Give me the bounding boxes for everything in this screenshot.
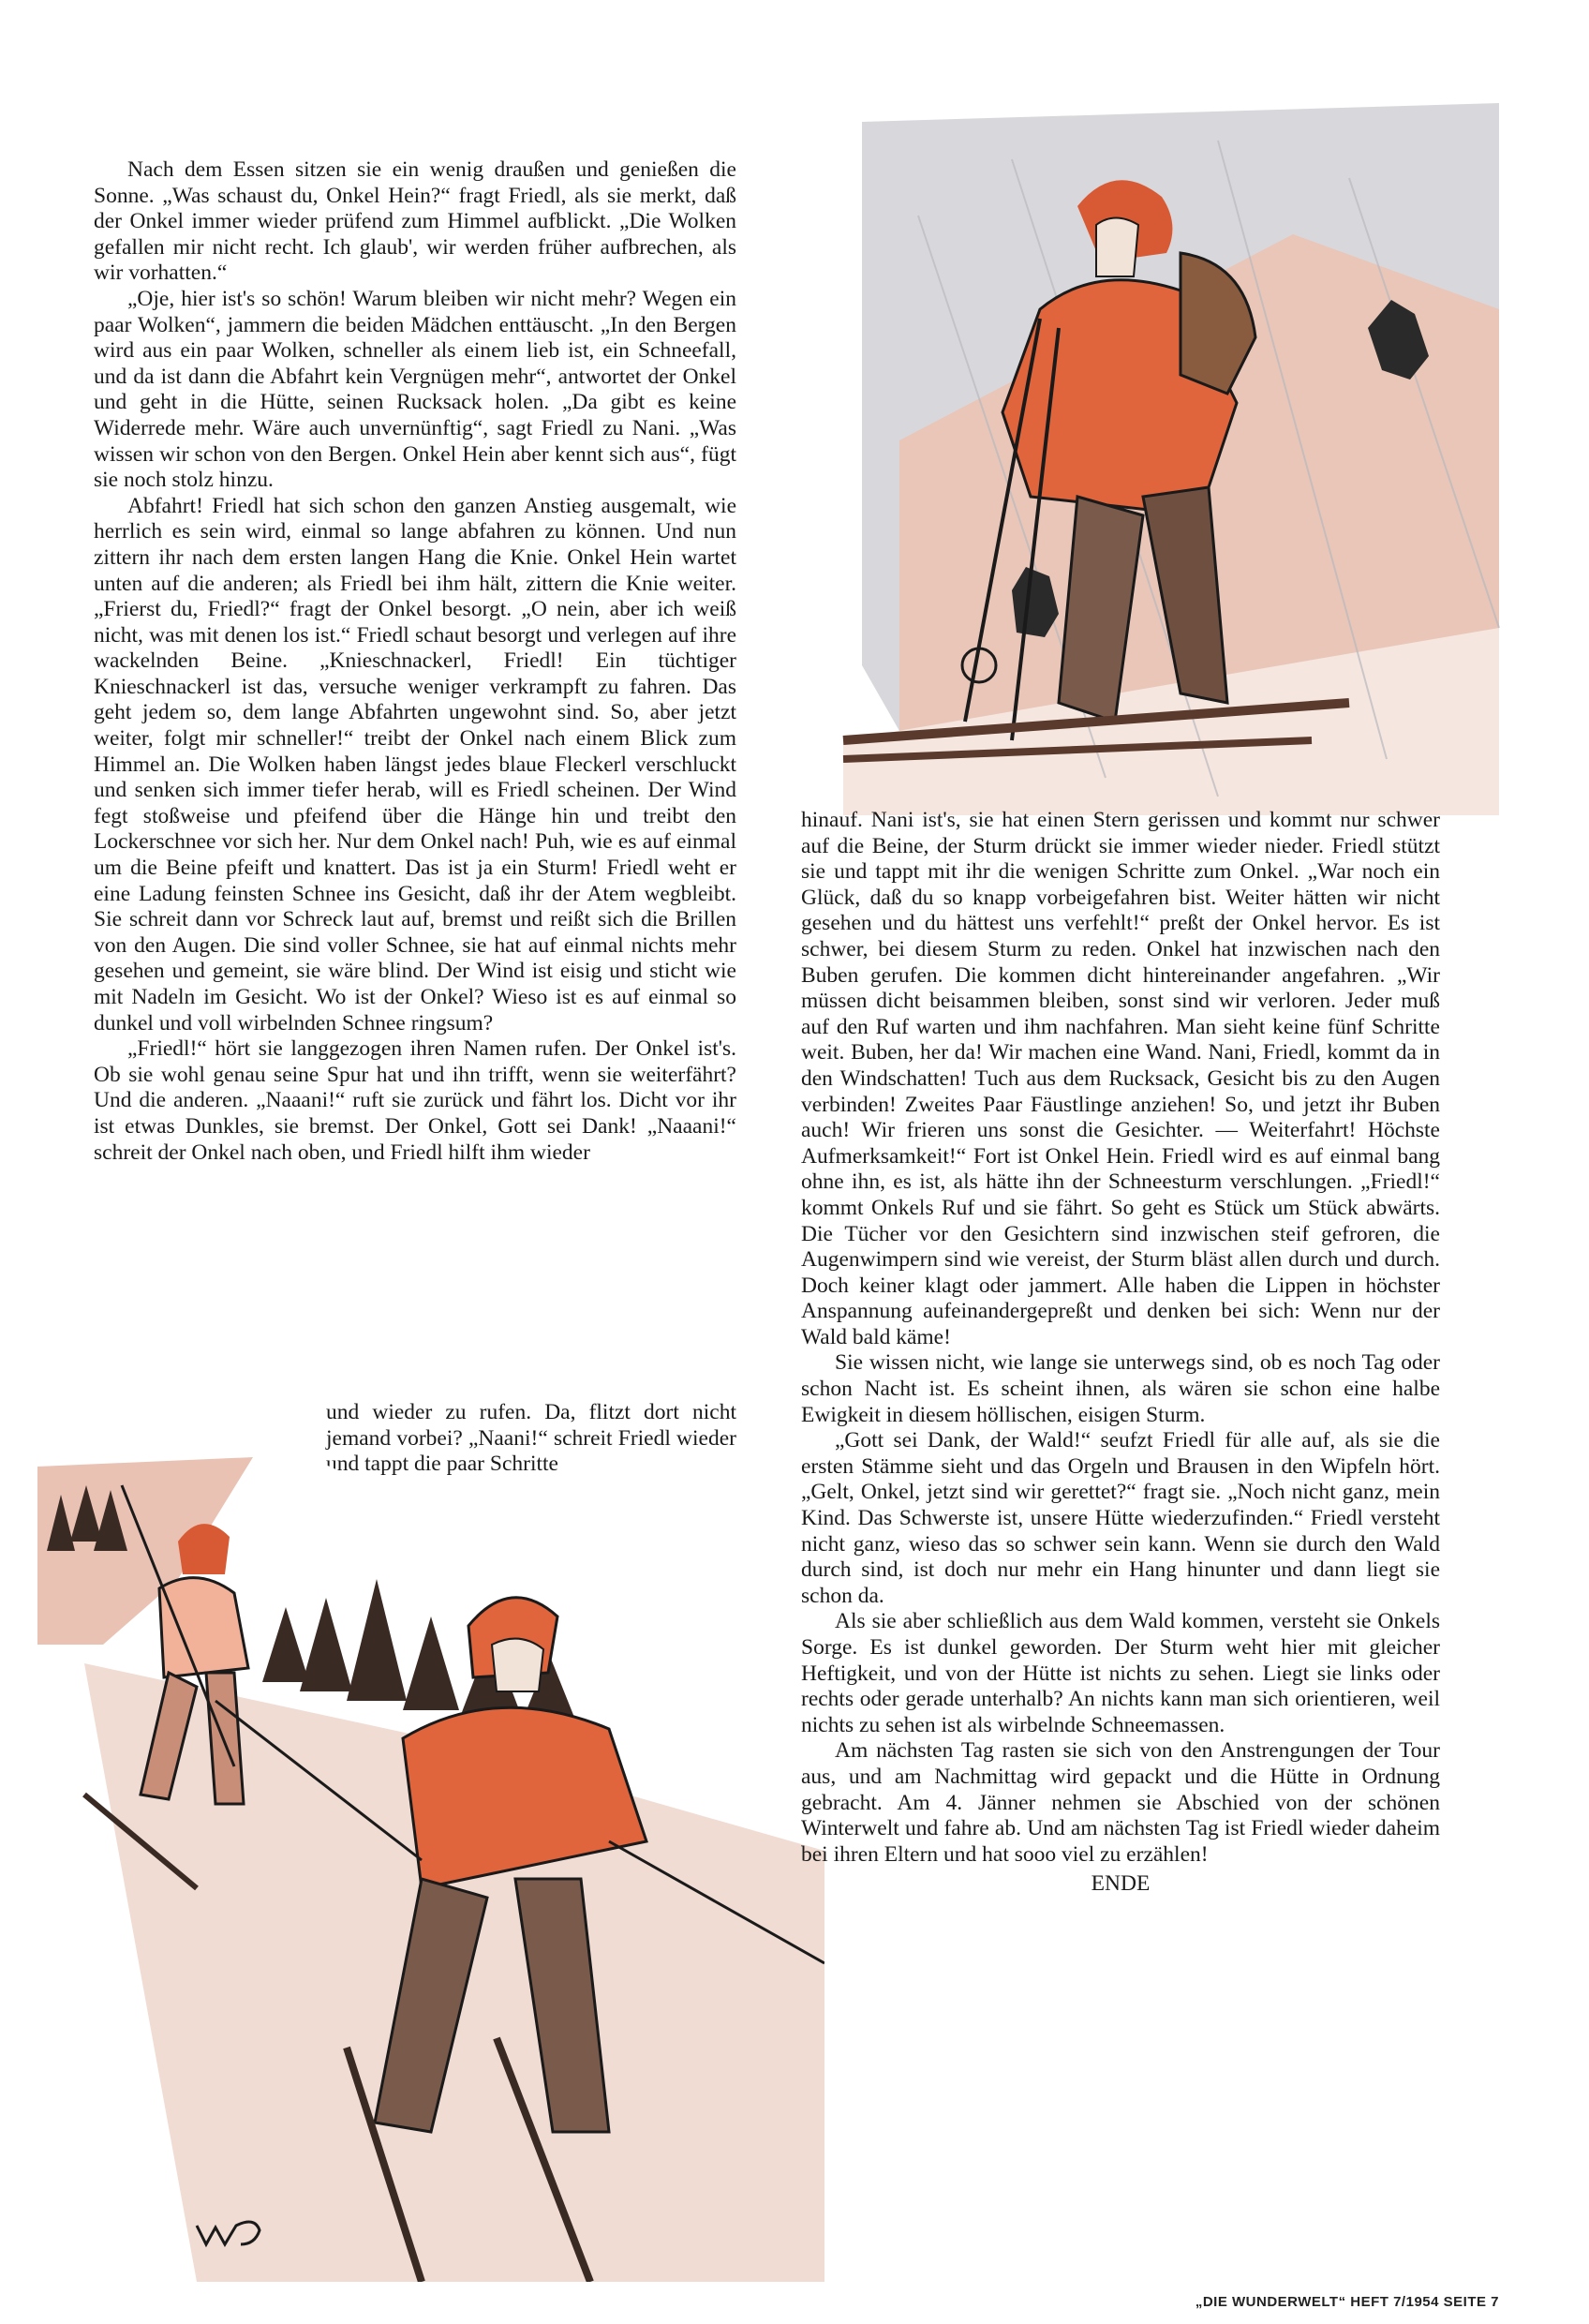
illustration-skier-in-snowstorm [824,103,1518,815]
left-column-wrap-text: und wieder zu rufen. Da, flitzt dort nicht jemand vorbei? „Naani!“ schreit Friedl wieder und tappt die paar Schritte [326,1400,736,1477]
left-column [94,157,736,1166]
page-footer: „DIE WUNDERWELT“ HEFT 7/1954 SEITE 7 [1195,2294,1499,2310]
paragraph: Abfahrt! Friedl hat sich schon den ganzen Anstieg ausgemalt, wie herrlich es sein wird, einmal so lange abfahren zu können. Und nun zittern ihr nach dem ersten langen Hang die Knie. Onkel Hein wartet unten auf die anderen; als Friedl bei ihm hält, zittern die Knie weiter. „Frierst du, Friedl?“ fragt der Onkel besorgt. „O nein, aber ich weiß nicht, was mit denen los ist.“ Friedl schaut besorgt und verlegen auf ihre wackelnden Beine. „Knieschnackerl, Friedl! Ein tüchtiger Knieschnackerl ist das, versuche weniger verkrampft zu fahren. Das geht jedem so, dem lange Abfahrten ungewohnt sind. So, aber jetzt weiter, folgt mir schneller!“ treibt der Onkel nach einem Blick zum Himmel an. Die Wolken haben längst jedes blaue Fleckerl verschluckt und senken sich immer tiefer herab, will es Friedl scheinen. Der Wind fegt stoßweise und pfeifend über die Hänge hin und treibt den Lockerschnee vor sich her. Nur dem Onkel nach! Puh, wie es auf einmal um die Beine pfeift und knattert. Das ist ja ein Sturm! Friedl weht er eine Ladung feinsten Schnee ins Gesicht, daß ihr der Atem wegbleibt. Sie schreit dann vor Schreck laut auf, bremst und reißt sich die Brillen von den Augen. Die sind voller Schnee, sie hat auf einmal nichts mehr gesehen und gemeint, sie wäre blind. Der Wind ist eisig und sticht wie mit Nadeln im Gesicht. Wo ist der Onkel? Wieso ist es auf einmal so dunkel und voll wirbelnden Schnee ringsum? [94,493,736,1035]
paragraph: Als sie aber schließlich aus dem Wald kommen, versteht sie Onkels Sorge. Es ist dunkel geworden. Der Sturm weht hier mit gleicher Heftigkeit, und von der Hütte ist nichts zu sehen. Liegt sie links oder rechts oder gerade unterhalb? An nichts kann man sich orientieren, weil nichts zu sehen ist als wirbelnde Schneemassen. [801,1609,1440,1737]
right-column [801,808,1440,1898]
paragraph: „Oje, hier ist's so schön! Warum bleiben wir nicht mehr? Wegen ein paar Wolken“, jammern die beiden Mädchen enttäuscht. „In den Bergen wird aus ein paar Wolken, schneller als einem lieb ist, ein Schneefall, und da ist dann die Abfahrt kein Vergnügen mehr“, antwortet der Onkel und geht in die Hütte, seinen Rucksack holen. „Da gibt es keine Widerrede mehr. Wäre auch unvernünftig“, sagt Friedl zu Nani. „Was wissen wir schon von den Bergen. Onkel Hein aber kennt sich aus“, fügt sie noch stolz hinzu. [94,286,736,493]
paragraph: „Friedl!“ hört sie langgezogen ihren Namen rufen. Der Onkel ist's. Ob sie wohl genau seine Spur hat und ihn trifft, wenn sie weiterfährt? Und die anderen. „Naaani!“ ruft sie zurück und fährt los. Dicht vor ihr ist etwas Dunkles, sie bremst. Der Onkel, Gott sei Dank! „Naaani!“ schreit der Onkel nach oben, und Friedl hilft ihm wieder [94,1036,736,1165]
end-label: ENDE [1091,1871,1151,1897]
paragraph: Sie wissen nicht, wie lange sie unterwegs sind, ob es noch Tag oder schon Nacht ist. Es scheint ihnen, als wären sie schon eine halbe Ewigkeit in diesem höllischen, eisigen Sturm. [801,1350,1440,1427]
illustration-skiers-descending [28,1438,824,2282]
paragraph: hinauf. Nani ist's, sie hat einen Stern gerissen und kommt nur schwer auf die Beine, der Sturm drückt sie immer wieder nieder. Friedl stützt sie und tappt mit ihr die wenigen Schritte zum Onkel. „War noch ein Glück, daß du so knapp vorbeigefahren bist. Weiter hätten wir nicht gesehen und du hättest uns verfehlt!“ preßt der Onkel hervor. Es ist schwer, bei diesem Sturm zu reden. Onkel hat inzwischen nach den Buben gerufen. Die kommen dicht hintereinander angefahren. „Wir müssen dicht beisammen bleiben, sonst sind wir verloren. Jeder muß auf den Ruf warten und ihm nachfahren. Man sieht keine fünf Schritte weit. Buben, her da! Wir machen eine Wand. Nani, Friedl, kommt da in den Windschatten! Tuch aus dem Rucksack, Gesicht bis zu den Augen verbinden! Zweites Paar Fäustlinge anziehen! So, und jetzt ihr Buben auch! Wir frieren uns sonst die Gesichter. — Weiterfahrt! Höchste Aufmerksamkeit!“ Fort ist Onkel Hein. Friedl wird es auf einmal bang ohne ihn, es ist, als hätte ihn der Schneesturm verschlungen. „Friedl!“ kommt Onkels Ruf und sie fährt. So geht es Stück um Stück abwärts. Die Tücher vor den Gesichtern sind inzwischen steif gefroren, die Augenwimpern sind wie vereist, der Sturm bläst allen durch und durch. Doch keiner klagt oder jammert. Alle haben die Lippen in höchster Anspannung aufeinandergepreßt und denken bei sich: Wenn nur der Wald bald käme! [801,808,1440,1349]
paragraph: Nach dem Essen sitzen sie ein wenig draußen und genießen die Sonne. „Was schaust du, Onkel Hein?“ fragt Friedl, als sie merkt, daß der Onkel immer wieder prüfend zum Himmel aufblickt. „Die Wolken gefallen mir nicht recht. Ich glaub', wir werden früher aufbrechen, als wir vorhatten.“ [94,157,736,286]
paragraph: Am nächsten Tag rasten sie sich von den Anstrengungen der Tour aus, und am Nachmittag wird gepackt und die Hütte in Ordnung gebracht. Am 4. Jänner nehmen sie Abschied von der schönen Winterwelt und fahre ab. Und am nächsten Tag ist Friedl wieder daheim bei ihren Eltern und hat sooo viel zu erzählen! [801,1738,1440,1867]
paragraph: „Gott sei Dank, der Wald!“ seufzt Friedl für alle auf, als sie die ersten Stämme sieht und das Orgeln und Brausen in den Wipfeln hört. „Gelt, Onkel, jetzt sind wir gerettet?“ fragt sie. „Noch nicht ganz, mein Kind. Das Schwerste ist, unsere Hütte wiederzufinden.“ Friedl versteht nicht ganz, wieso das so schwer sein kann. Wenn sie durch den Wald durch sind, ist doch nur mehr ein Hang hinunter und dann liegt sie schon da. [801,1428,1440,1608]
